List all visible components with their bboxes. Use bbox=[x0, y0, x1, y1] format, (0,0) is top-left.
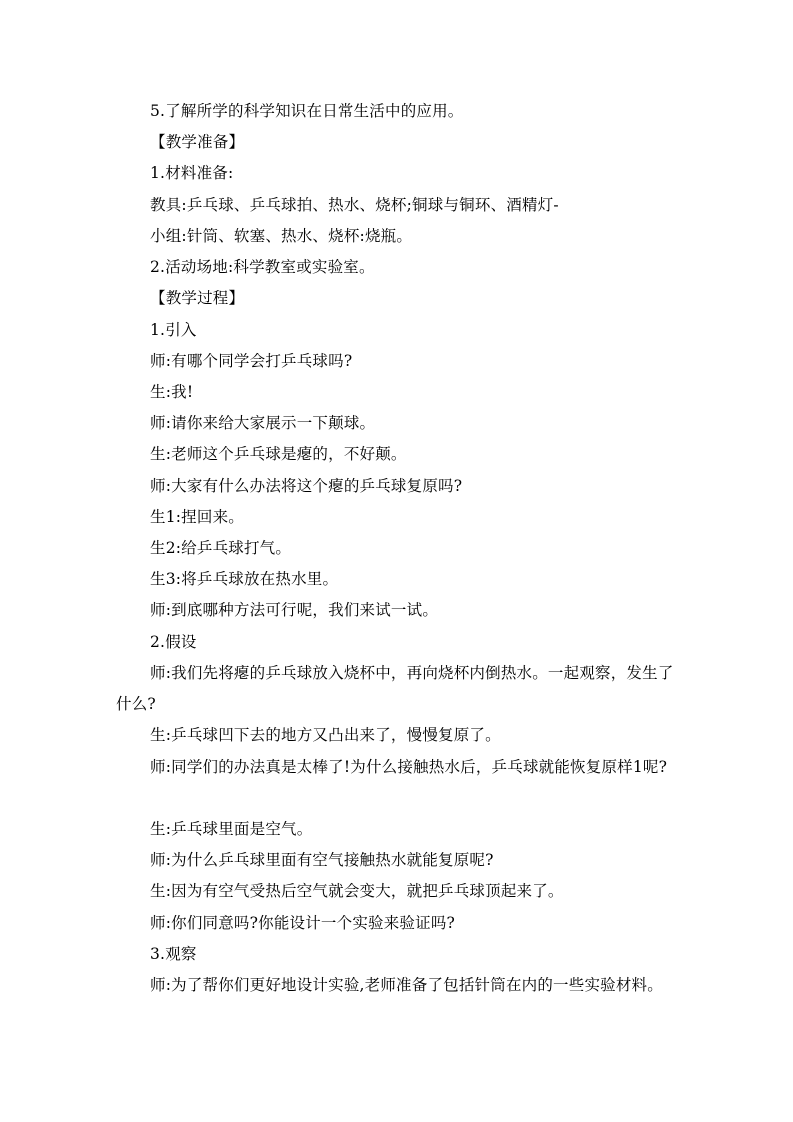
text-line: 生2:给乒乓球打气。 bbox=[150, 539, 292, 557]
section-heading: 【教学过程】 bbox=[150, 289, 245, 307]
text-paragraph: 师:我们先将瘪的乒乓球放入烧杯中，再向烧杯内倒热水。一起观察，发生了什么? bbox=[116, 664, 674, 713]
text-line: 1.材料准备: bbox=[150, 164, 234, 182]
text-line: 1.引入 bbox=[150, 321, 197, 339]
text-line: 2.活动场地:科学教室或实验室。 bbox=[150, 258, 375, 276]
section-heading: 【教学准备】 bbox=[150, 133, 245, 151]
text-line: 师:你们同意吗?你能设计一个实验来验证吗? bbox=[150, 914, 456, 932]
text-line: 生:因为有空气受热后空气就会变大，就把乒乓球顶起来了。 bbox=[150, 882, 564, 900]
text-line: 生1:捏回来。 bbox=[150, 508, 244, 526]
text-line: 师:为了帮你们更好地设计实验,老师准备了包括针筒在内的一些实验材料。 bbox=[150, 976, 663, 994]
text-line: 生:乒乓球凹下去的地方又凸出来了，慢慢复原了。 bbox=[150, 726, 501, 744]
text-paragraph: 师:同学们的办法真是太棒了!为什么接触热水后，乒乓球就能恢复原样1呢? bbox=[150, 758, 668, 776]
text-line: 生:老师这个乒乓球是瘪的，不好颠。 bbox=[150, 445, 407, 463]
text-line: 师:大家有什么办法将这个瘪的乒乓球复原吗? bbox=[150, 477, 463, 495]
text-line: 师:到底哪种方法可行呢，我们来试一试。 bbox=[150, 601, 439, 619]
text-line: 3.观察 bbox=[150, 945, 197, 963]
text-line: 生3:将乒乓球放在热水里。 bbox=[150, 570, 339, 588]
text-line: 教具:乒乓球、乒乓球拍、热水、烧杯;铜球与铜环、酒精灯- bbox=[150, 196, 559, 214]
text-line: 生:乒乓球里面是空气。 bbox=[150, 820, 313, 838]
text-line: 2.假设 bbox=[150, 633, 197, 651]
text-line: 生:我! bbox=[150, 383, 194, 401]
text-line: 小组:针筒、软塞、热水、烧杯:烧瓶。 bbox=[150, 227, 413, 245]
text-line: 5.了解所学的科学知识在日常生活中的应用。 bbox=[150, 102, 464, 120]
text-line: 师:有哪个同学会打乒乓球吗? bbox=[150, 352, 353, 370]
text-line: 师:为什么乒乓球里面有空气接触热水就能复原呢? bbox=[150, 851, 494, 869]
text-line: 师:请你来给大家展示一下颠球。 bbox=[150, 414, 376, 432]
